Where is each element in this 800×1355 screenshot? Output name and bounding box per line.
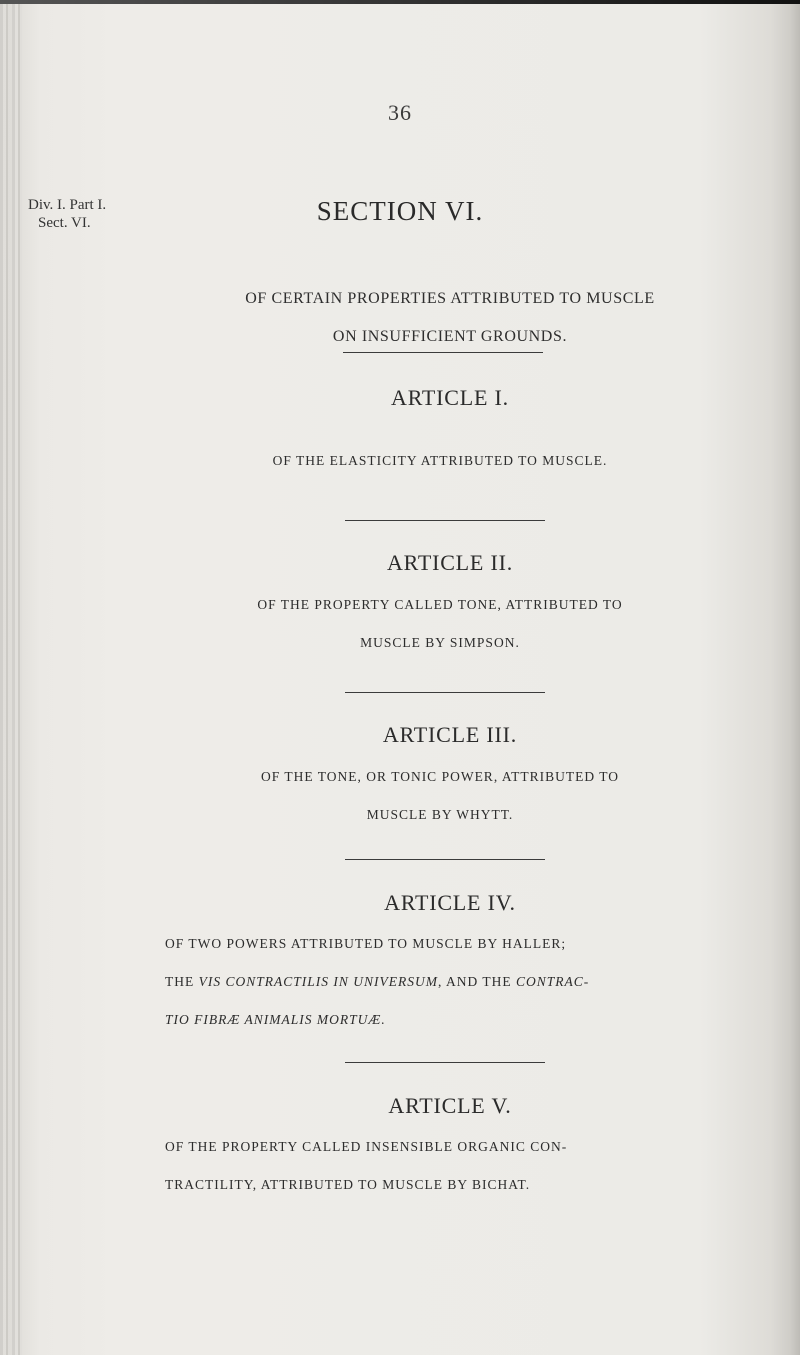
article-description-line: OF THE PROPERTY CALLED INSENSIBLE ORGANIC CON- — [165, 1139, 568, 1154]
page-number: 36 — [388, 100, 412, 125]
article-description-line: OF THE TONE, OR TONIC POWER, ATTRIBUTED TO — [261, 769, 619, 784]
divider-rule — [345, 520, 545, 521]
section-subtitle — [150, 280, 750, 356]
article-4-title: ARTICLE IV. — [384, 890, 516, 915]
text-run: THE — [165, 974, 199, 989]
article-description-line: MUSCLE BY SIMPSON. — [360, 635, 520, 650]
section-subtitle-line: OF CERTAIN PROPERTIES ATTRIBUTED TO MUSCLE — [245, 290, 655, 307]
article-1-description — [165, 442, 715, 480]
article-description-line: TIO FIBRÆ ANIMALIS MORTUÆ. — [165, 1012, 386, 1027]
article-description-line: OF THE PROPERTY CALLED TONE, ATTRIBUTED TO — [257, 597, 623, 612]
section-title: SECTION VI. — [316, 196, 484, 226]
divider-rule — [345, 692, 545, 693]
divider-rule — [343, 352, 543, 353]
article-4-description — [165, 925, 715, 1039]
latin-phrase-vis-contractilis: VIS CONTRACTILIS IN UNIVERSUM — [198, 974, 438, 989]
article-description-line: OF THE ELASTICITY ATTRIBUTED TO MUSCLE. — [272, 453, 608, 468]
section-subtitle-line: ON INSUFFICIENT GROUNDS. — [332, 328, 568, 345]
article-2-description — [165, 586, 715, 662]
top-edge — [0, 0, 800, 4]
article-description-line — [165, 963, 715, 1001]
article-3-description — [165, 758, 715, 834]
divider-rule — [345, 1062, 545, 1063]
article-description-line: OF TWO POWERS ATTRIBUTED TO MUSCLE BY HALLER; — [165, 936, 567, 951]
marginal-note-section: Sect. VI. — [38, 215, 91, 231]
divider-rule — [345, 859, 545, 860]
article-description-line: MUSCLE BY WHYTT. — [366, 807, 514, 822]
article-5-description — [165, 1128, 715, 1204]
text-run: , AND THE — [438, 974, 517, 989]
article-3-title: ARTICLE III. — [382, 722, 518, 747]
article-description-line: TRACTILITY, ATTRIBUTED TO MUSCLE BY BICHAT. — [165, 1177, 531, 1192]
article-5-title: ARTICLE V. — [388, 1093, 512, 1118]
latin-phrase-contractio: CONTRAC- — [516, 974, 590, 989]
marginal-note-division: Div. I. Part I. — [28, 197, 107, 213]
article-2-title: ARTICLE II. — [386, 550, 513, 575]
article-1-title: ARTICLE I. — [391, 385, 509, 410]
